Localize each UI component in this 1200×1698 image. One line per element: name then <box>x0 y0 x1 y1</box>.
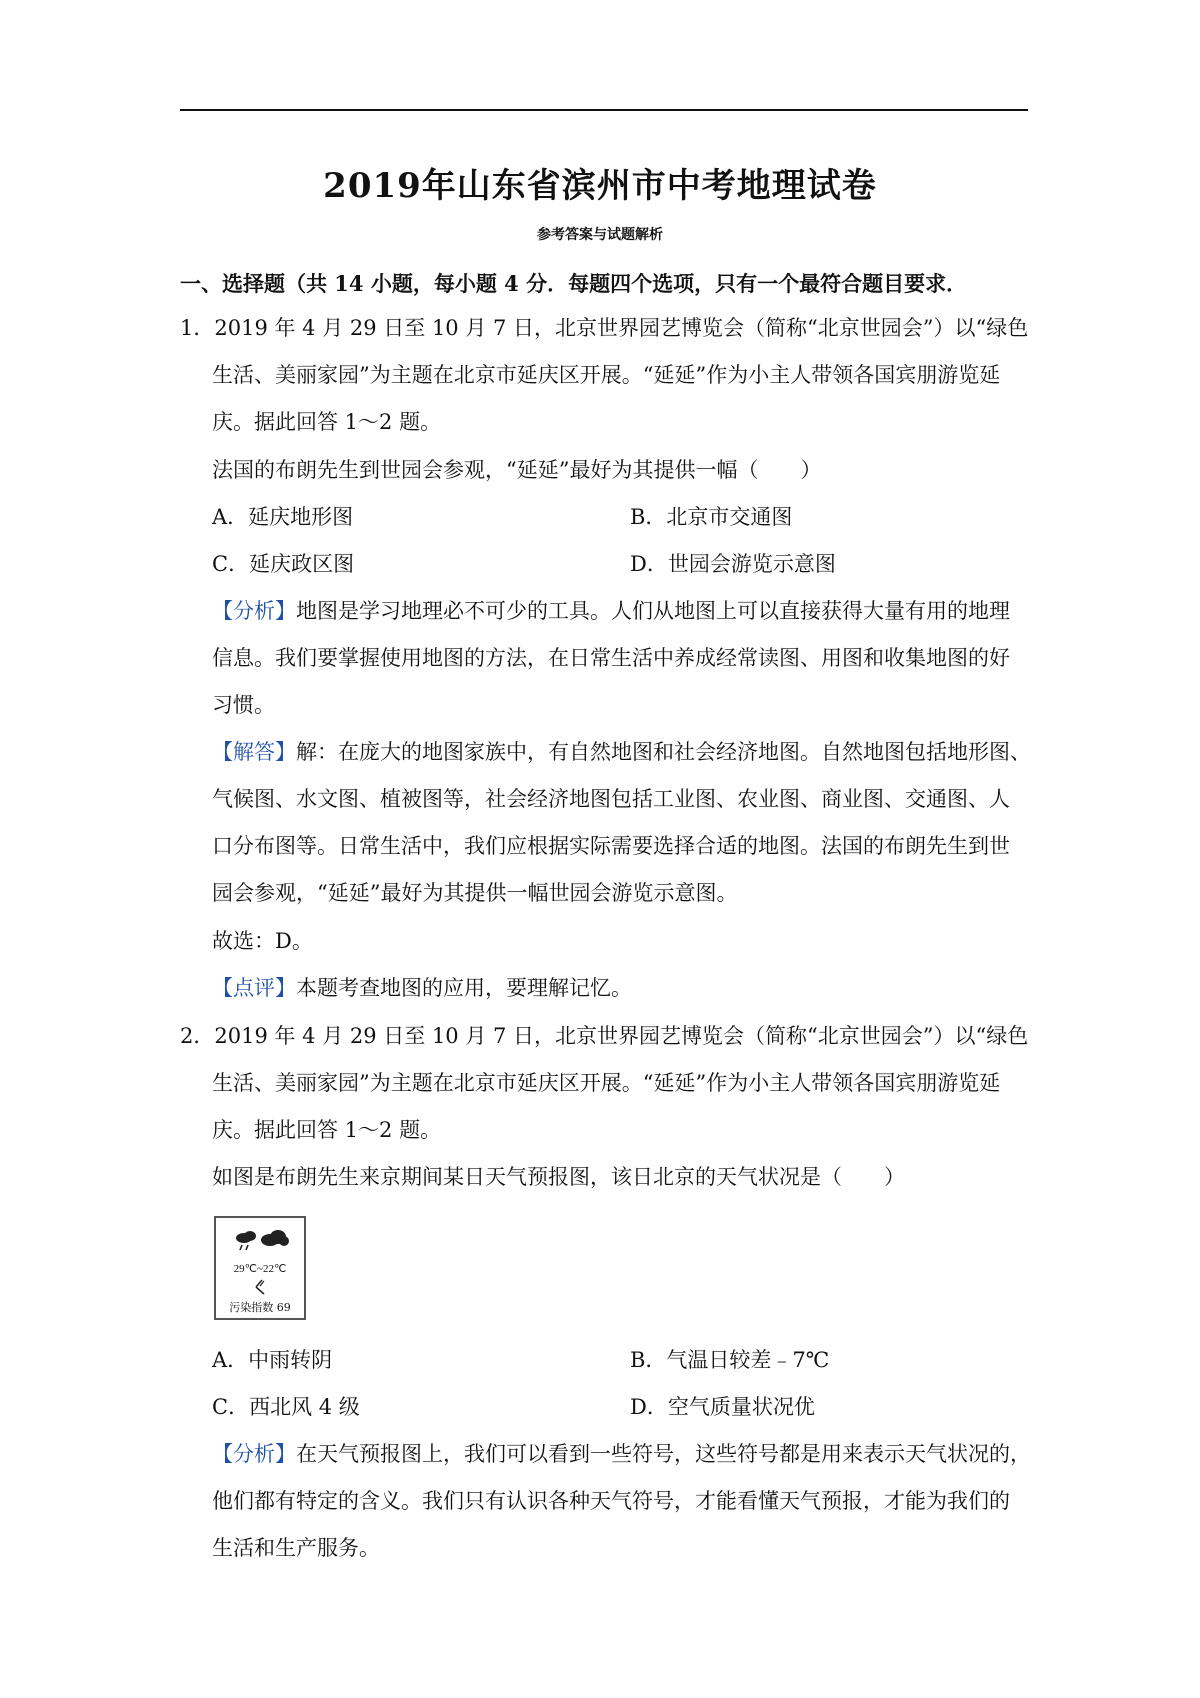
q1-answer-line-4: 园会参观，“延延”最好为其提供一幅世园会游览示意图。 <box>212 881 738 905</box>
q2-line-3: 庆。据此回答 1～2 题。 <box>212 1118 442 1142</box>
q2-option-b: B．气温日较差﹣7℃ <box>630 1348 830 1372</box>
q2-option-d: D．空气质量状况优 <box>630 1395 815 1419</box>
q1-analysis-line-2: 信息。我们要掌握使用地图的方法，在日常生活中养成经常读图、用图和收集地图的好 <box>212 646 1010 670</box>
q1-comment-line <box>212 978 632 999</box>
weather-icons <box>234 1228 290 1254</box>
q1-analysis-text-1: 地图是学习地理必不可少的工具。人们从地图上可以直接获得大量有用的地理 <box>296 599 1010 623</box>
q1-option-c: C．延庆政区图 <box>212 552 355 576</box>
q1-answer-line-2: 气候图、水文图、植被图等，社会经济地图包括工业图、农业图、商业图、交通图、人 <box>212 787 1010 811</box>
q2-option-c: C．西北风 4 级 <box>212 1395 360 1419</box>
wind-icon <box>252 1278 270 1296</box>
q1-answer-line-1 <box>212 742 1031 763</box>
q2-question: 如图是布朗先生来京期间某日天气预报图，该日北京的天气状况是（ ） <box>212 1165 905 1189</box>
q1-answer-tag: 【解答】 <box>212 740 296 764</box>
q1-option-a: A．延庆地形图 <box>212 505 354 529</box>
q1-line-1: 1．2019 年 4 月 29 日至 10 月 7 日，北京世界园艺博览会（简称“北京世园会”）以“绿色 <box>180 316 1029 340</box>
q1-analysis-line-1 <box>212 601 1010 622</box>
q1-line-2: 生活、美丽家园”为主题在北京市延庆区开展。“延延”作为小主人带领各国宾朋游览延 <box>212 363 1001 387</box>
q1-answer-line-3: 口分布图等。日常生活中，我们应根据实际需要选择合适的地图。法国的布朗先生到世 <box>212 834 1010 858</box>
overcast-cloud-icon <box>261 1230 289 1246</box>
q1-line-3: 庆。据此回答 1～2 题。 <box>212 410 442 434</box>
page-title: 2019年山东省滨州市中考地理试卷 <box>323 166 877 206</box>
q2-analysis-line-1 <box>212 1444 1031 1465</box>
q2-analysis-line-2: 他们都有特定的含义。我们只有认识各种天气符号，才能看懂天气预报，才能为我们的 <box>212 1489 1010 1513</box>
weather-forecast-figure <box>214 1216 306 1320</box>
q2-line-1: 2．2019 年 4 月 29 日至 10 月 7 日，北京世界园艺博览会（简称“北京世园会”）以“绿色 <box>180 1024 1029 1048</box>
q1-option-d: D．世园会游览示意图 <box>630 552 836 576</box>
q2-analysis-tag: 【分析】 <box>212 1442 296 1466</box>
section-heading: 一、选择题（共 14 小题，每小题 4 分．每题四个选项，只有一个最符合题目要求． <box>180 271 968 296</box>
q1-question: 法国的布朗先生到世园会参观，“延延”最好为其提供一幅（ ） <box>212 458 822 482</box>
q1-analysis-tag: 【分析】 <box>212 599 296 623</box>
page-subtitle: 参考答案与试题解析 <box>537 227 663 243</box>
weather-pollution-index: 污染指数 69 <box>229 1301 291 1314</box>
q1-analysis-line-3: 习惯。 <box>212 693 275 717</box>
top-rule <box>180 109 1028 111</box>
q1-option-b: B．北京市交通图 <box>630 505 793 529</box>
weather-temperature: 29℃~22℃ <box>233 1263 287 1275</box>
q2-option-a: A．中雨转阴 <box>212 1348 333 1372</box>
q2-line-2: 生活、美丽家园”为主题在北京市延庆区开展。“延延”作为小主人带领各国宾朋游览延 <box>212 1071 1001 1095</box>
q1-comment-text: 本题考查地图的应用，要理解记忆。 <box>296 976 632 1000</box>
q1-comment-tag: 【点评】 <box>212 976 296 1000</box>
q2-analysis-line-3: 生活和生产服务。 <box>212 1536 380 1560</box>
q1-answer-text-1: 解：在庞大的地图家族中，有自然地图和社会经济地图。自然地图包括地形图、 <box>296 740 1031 764</box>
q1-choice: 故选：D。 <box>212 929 313 953</box>
q2-analysis-text-1: 在天气预报图上，我们可以看到一些符号，这些符号都是用来表示天气状况的， <box>296 1442 1031 1466</box>
rain-cloud-icon <box>236 1231 256 1250</box>
